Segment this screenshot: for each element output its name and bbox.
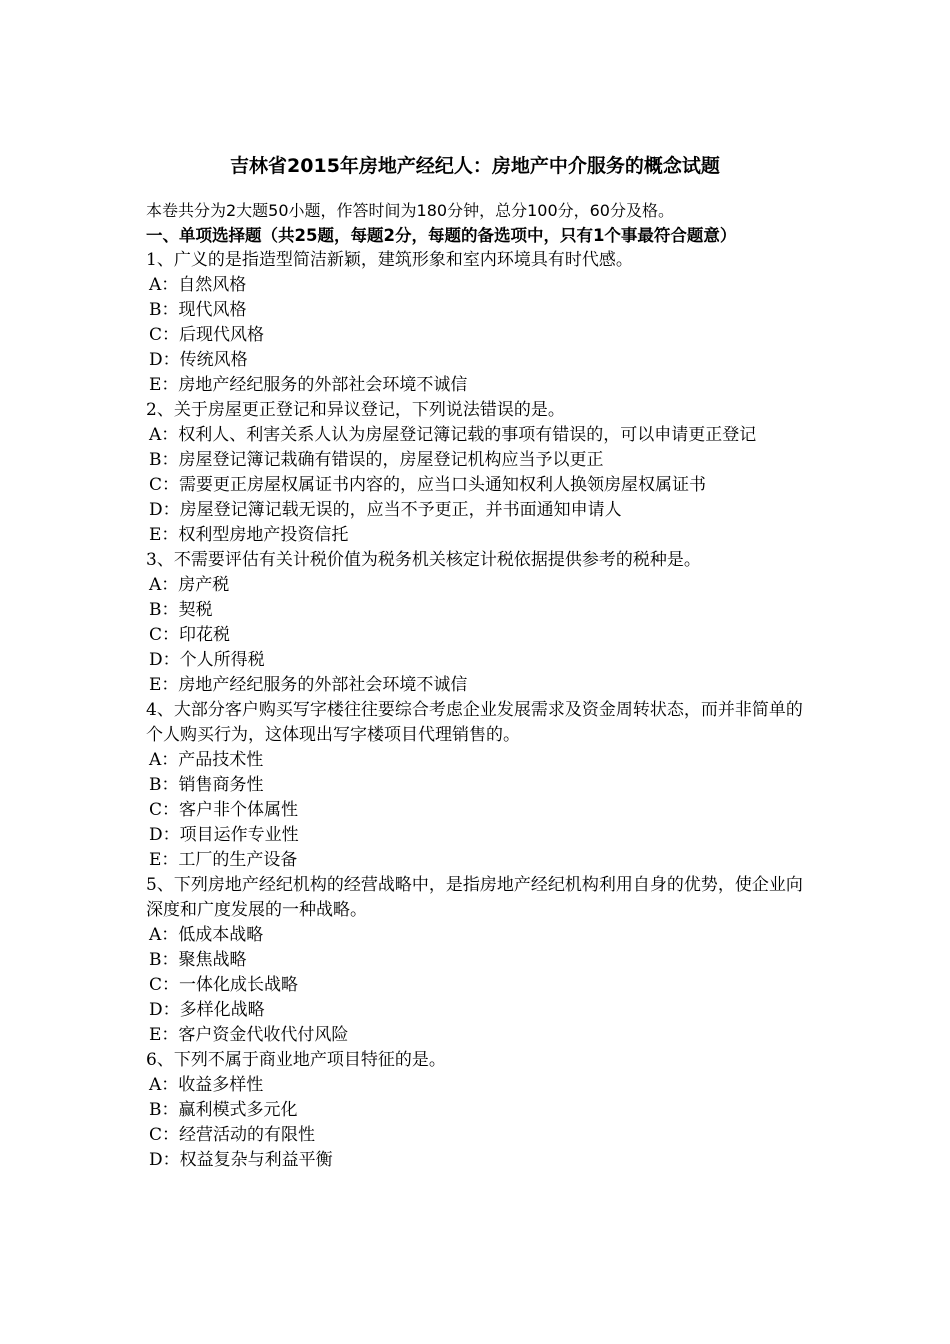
option-b: B：销售商务性 (149, 775, 264, 795)
question-stem: 1、广义的是指造型简洁新颖，建筑形象和室内环境具有时代感。 (146, 250, 633, 270)
option-c: C：客户非个体属性 (149, 800, 299, 820)
document-title: 吉林省2015年房地产经纪人：房地产中介服务的概念试题 (230, 155, 720, 177)
question-stem: 5、下列房地产经纪机构的经营战略中，是指房地产经纪机构利用自身的优势，使企业向深度和广度发展的一种战略。 (146, 875, 803, 920)
question-block (146, 873, 811, 1048)
option-b: B：现代风格 (149, 300, 247, 320)
option-a: A：自然风格 (149, 275, 247, 295)
question-block (146, 248, 811, 398)
option-a: A：低成本战略 (149, 925, 264, 945)
option-a: A：产品技术性 (149, 750, 264, 770)
option-d: D：个人所得税 (149, 650, 265, 670)
question-block (146, 548, 811, 698)
option-d: D：房屋登记簿记载无误的，应当不予更正，并书面通知申请人 (149, 500, 622, 520)
option-b: B：契税 (149, 600, 213, 620)
option-c: C：一体化成长战略 (149, 975, 299, 995)
option-c: C：经营活动的有限性 (149, 1125, 316, 1145)
question-stem: 3、不需要评估有关计税价值为税务机关核定计税依据提供参考的税种是。 (146, 550, 701, 570)
option-e: E：工厂的生产设备 (149, 850, 298, 870)
option-b: B：聚焦战略 (149, 950, 247, 970)
option-d: D：传统风格 (149, 350, 248, 370)
question-block (146, 698, 811, 873)
question-stem: 4、大部分客户购买写字楼往往要综合考虑企业发展需求及资金周转状态，而并非简单的个人购买行为，这体现出写字楼项目代理销售的。 (146, 700, 803, 745)
option-a: A：房产税 (149, 575, 230, 595)
document-body (146, 198, 811, 1173)
option-e: E：房地产经纪服务的外部社会环境不诚信 (149, 675, 468, 695)
option-d: D：权益复杂与利益平衡 (149, 1150, 333, 1170)
option-a: A：收益多样性 (149, 1075, 264, 1095)
option-d: D：项目运作专业性 (149, 825, 299, 845)
option-e: E：客户资金代收代付风险 (149, 1025, 349, 1045)
option-c: C：后现代风格 (149, 325, 265, 345)
option-a-text: A：权利人、利害关系人认为房屋登记簿记载的事项有错误的，可以申请更正登记 (149, 425, 757, 445)
option-a (146, 423, 811, 448)
option-e: E：房地产经纪服务的外部社会环境不诚信 (149, 375, 468, 395)
option-e: E：权利型房地产投资信托 (149, 525, 349, 545)
question-stem: 6、下列不属于商业地产项目特征的是。 (146, 1050, 446, 1070)
option-c: C：需要更正房屋权属证书内容的，应当口头通知权利人换领房屋权属证书 (149, 475, 707, 495)
option-b: B：房屋登记簿记栽确有错误的，房屋登记机构应当予以更正 (149, 450, 604, 470)
option-c: C：印花税 (149, 625, 231, 645)
option-d: D：多样化战略 (149, 1000, 265, 1020)
section-heading: 一、单项选择题（共25题，每题2分，每题的备选项中，只有1个事最符合题意） (146, 226, 737, 245)
question-block (146, 1048, 811, 1173)
option-b: B：赢利模式多元化 (149, 1100, 298, 1120)
question-stem: 2、关于房屋更正登记和异议登记，下列说法错误的是。 (146, 400, 565, 420)
exam-intro: 本卷共分为2大题50小题，作答时间为180分钟，总分100分，60分及格。 (146, 201, 674, 220)
question-block (146, 398, 811, 548)
